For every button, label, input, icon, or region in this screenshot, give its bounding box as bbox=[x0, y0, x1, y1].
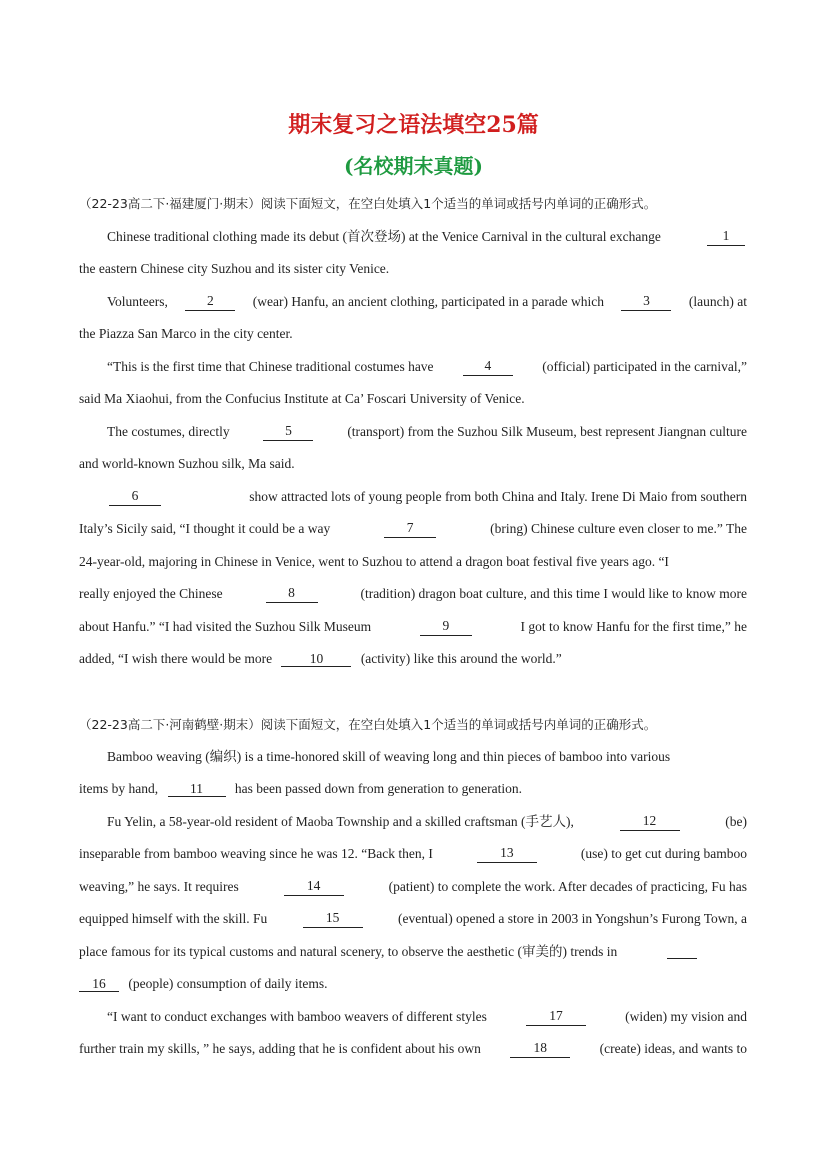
passage1-line bbox=[79, 585, 747, 603]
text-segment: (create) ideas, and wants to bbox=[599, 1041, 747, 1056]
text-segment: Chinese traditional clothing made its debut (首次登场) at the Venice Carnival in the cultural exchange bbox=[107, 229, 661, 244]
text-segment: has been passed down from generation to generation. bbox=[234, 781, 523, 796]
passage1-line: and world-known Suzhou silk, Ma said. bbox=[79, 456, 295, 471]
text-segment: “I want to conduct exchanges with bamboo weavers of different styles bbox=[107, 1009, 487, 1024]
answer-blank-10[interactable]: 10 bbox=[281, 651, 351, 667]
passage1-line: the eastern Chinese city Suzhou and its sister city Venice. bbox=[79, 261, 390, 276]
answer-blank-6[interactable]: 6 bbox=[109, 488, 161, 506]
text-segment: items by hand, bbox=[79, 781, 159, 796]
answer-blank-7[interactable]: 7 bbox=[384, 520, 436, 538]
text-segment: show attracted lots of young people from both China and Italy. Irene Di Maio from southern bbox=[249, 489, 747, 504]
answer-blank-13[interactable]: 13 bbox=[477, 845, 537, 863]
text-segment: place famous for its typical customs and natural scenery, to observe the aesthetic (审美的) trends in bbox=[79, 944, 618, 959]
passage2-line bbox=[79, 943, 747, 961]
text-segment: (people) consumption of daily items. bbox=[128, 976, 328, 991]
text-segment: added, “I wish there would be more bbox=[79, 651, 273, 666]
passage2-line bbox=[79, 975, 747, 993]
text-segment: further train my skills, ” he says, adding that he is confident about his own bbox=[79, 1041, 481, 1056]
passage1-source: （22-23高二下·福建厦门·期末）阅读下面短文，在空白处填入1个适当的单词或括号内单词的正确形式。 bbox=[79, 196, 657, 211]
text-segment: Italy’s Sicily said, “I thought it could be a way bbox=[79, 521, 331, 536]
blank-16-start bbox=[667, 943, 697, 959]
text-segment: Volunteers, bbox=[107, 294, 168, 309]
text-segment: (transport) from the Suzhou Silk Museum, best represent Jiangnan culture bbox=[347, 424, 747, 439]
passage2-line bbox=[107, 748, 747, 766]
passage1-line bbox=[107, 488, 747, 506]
page-title: 期末复习之语法填空25篇 bbox=[288, 112, 539, 138]
text-segment: (be) bbox=[725, 814, 747, 829]
text-segment: (eventual) opened a store in 2003 in Yongshun’s Furong Town, a bbox=[397, 911, 747, 926]
text-segment: (bring) Chinese culture even closer to me.” The bbox=[490, 521, 747, 536]
text-segment: equipped himself with the skill. Fu bbox=[79, 911, 268, 926]
passage2-line bbox=[107, 1008, 747, 1026]
passage1-line: the Piazza San Marco in the city center. bbox=[79, 326, 293, 341]
text-segment: The costumes, directly bbox=[107, 424, 230, 439]
text-segment: (tradition) dragon boat culture, and this time I would like to know more bbox=[360, 586, 747, 601]
text-segment: weaving,” he says. It requires bbox=[79, 879, 239, 894]
answer-blank-11[interactable]: 11 bbox=[168, 781, 226, 797]
text-segment: Bamboo weaving (编织) is a time-honored skill of weaving long and thin pieces of bamboo into various bbox=[107, 749, 671, 764]
answer-blank-4[interactable]: 4 bbox=[463, 358, 513, 376]
passage1-line: said Ma Xiaohui, from the Confucius Institute at Ca’ Foscari University of Venice. bbox=[79, 391, 525, 406]
answer-blank-14[interactable]: 14 bbox=[284, 878, 344, 896]
passage2-line bbox=[79, 910, 747, 928]
answer-blank-2[interactable]: 2 bbox=[185, 293, 235, 311]
text-segment: (activity) like this around the world.” bbox=[360, 651, 562, 666]
answer-blank-5[interactable]: 5 bbox=[263, 423, 313, 441]
text-segment: (patient) to complete the work. After decades of practicing, Fu has bbox=[388, 879, 747, 894]
passage2-line bbox=[79, 1040, 747, 1058]
text-segment: inseparable from bamboo weaving since he was 12. “Back then, I bbox=[79, 846, 433, 861]
passage1-line bbox=[107, 293, 747, 311]
passage2-source: （22-23高二下·河南鹤壁·期末）阅读下面短文，在空白处填入1个适当的单词或括号内单词的正确形式。 bbox=[79, 717, 657, 732]
passage1-line bbox=[107, 358, 747, 376]
answer-blank-12[interactable]: 12 bbox=[620, 813, 680, 831]
passage2-line bbox=[79, 845, 747, 863]
text-segment: really enjoyed the Chinese bbox=[79, 586, 223, 601]
answer-blank-9[interactable]: 9 bbox=[420, 618, 472, 636]
passage1-line bbox=[79, 650, 747, 668]
text-segment: Fu Yelin, a 58-year-old resident of Maoba Township and a skilled craftsman (手艺人), bbox=[107, 814, 574, 829]
text-segment: (wear) Hanfu, an ancient clothing, participated in a parade which bbox=[252, 294, 604, 309]
text-segment: “This is the first time that Chinese traditional costumes have bbox=[107, 359, 434, 374]
answer-blank-17[interactable]: 17 bbox=[526, 1008, 586, 1026]
answer-blank-3[interactable]: 3 bbox=[621, 293, 671, 311]
answer-blank-8[interactable]: 8 bbox=[266, 585, 318, 603]
passage1-line bbox=[79, 618, 747, 636]
passage1-line bbox=[107, 423, 747, 441]
text-segment: (launch) at bbox=[688, 294, 747, 309]
passage2-line bbox=[107, 813, 747, 831]
text-segment: (official) participated in the carnival,” bbox=[542, 359, 747, 374]
passage1-line bbox=[79, 520, 747, 538]
passage1-line bbox=[107, 228, 747, 246]
page-subtitle: (名校期末真题) bbox=[344, 154, 483, 178]
passage2-line bbox=[79, 780, 747, 798]
answer-blank-18[interactable]: 18 bbox=[510, 1040, 570, 1058]
text-segment: about Hanfu.” “I had visited the Suzhou Silk Museum bbox=[79, 619, 372, 634]
answer-blank-15[interactable]: 15 bbox=[303, 910, 363, 928]
text-segment: (use) to get cut during bamboo bbox=[580, 846, 747, 861]
passage2-line bbox=[79, 878, 747, 896]
text-segment: I got to know Hanfu for the first time,” he bbox=[520, 619, 747, 634]
answer-blank-1[interactable]: 1 bbox=[707, 228, 745, 246]
text-segment: (widen) my vision and bbox=[625, 1009, 747, 1024]
answer-blank-16[interactable]: 16 bbox=[79, 976, 119, 992]
passage1-line: 24-year-old, majoring in Chinese in Venice, went to Suzhou to attend a dragon boat festival five years ago. “I bbox=[79, 554, 669, 569]
